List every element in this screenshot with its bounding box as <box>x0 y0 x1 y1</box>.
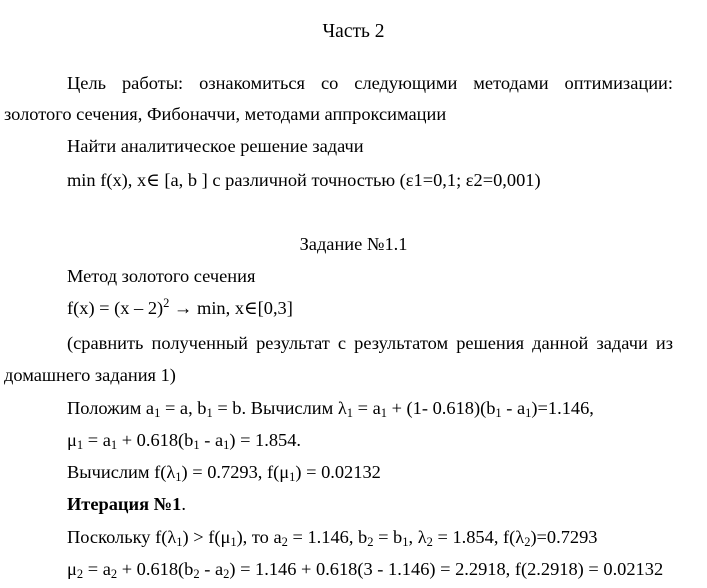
text-segment: = 1.854, f(λ <box>432 527 525 547</box>
subscript: 1 <box>495 406 502 421</box>
subscript: 1 <box>110 438 118 453</box>
iteration-dot: . <box>181 494 186 514</box>
text-segment: + 0.618(b <box>117 430 194 450</box>
text-segment: ) = 0.7293, f(μ <box>181 462 290 482</box>
evaluate-step <box>67 461 381 483</box>
subscript: 2 <box>76 567 84 582</box>
text-segment: ) = 0.02132 <box>295 462 381 482</box>
subscript: 1 <box>223 438 230 453</box>
problem-statement: min f(x), x∈ [a, b ] с различной точностью (ε1=0,1; ε2=0,001) <box>67 170 541 190</box>
text-segment: = a <box>83 430 111 450</box>
subscript: 2 <box>193 567 200 582</box>
text-segment: ) > f(μ <box>182 527 231 547</box>
iteration-label: Итерация №1 <box>67 494 182 514</box>
text-segment: = 1.146, b <box>287 527 368 547</box>
text-segment: - a <box>199 430 224 450</box>
subscript: 1 <box>380 406 387 421</box>
text-segment: μ <box>67 430 77 450</box>
subscript: 1 <box>206 406 213 421</box>
text-segment: )=1.146, <box>531 398 594 418</box>
init-step <box>67 397 594 419</box>
subscript: 1 <box>230 535 237 550</box>
text-segment: )=0.7293 <box>530 527 598 547</box>
text-segment: = a <box>353 398 381 418</box>
mu1-step <box>67 429 301 451</box>
function-rhs: → min, x∈[0,3] <box>169 298 293 318</box>
comparison-step <box>67 526 598 548</box>
subscript: 2 <box>110 567 118 582</box>
subscript: 1 <box>154 406 161 421</box>
goal-line-1: Цель работы: ознакомиться со следующими методами оптимизации: <box>67 73 673 93</box>
subscript: 1 <box>402 535 409 550</box>
subscript: 2 <box>524 535 531 550</box>
text-segment: = b <box>373 527 403 547</box>
mu2-step <box>67 558 663 580</box>
find-solution-line: Найти аналитическое решение задачи <box>67 136 364 156</box>
text-segment: = a, b <box>160 398 207 418</box>
text-segment: - a <box>501 398 526 418</box>
compare-line-1: (сравнить полученный результат с результатом решения данной задачи из <box>67 333 673 353</box>
subscript: 2 <box>367 535 374 550</box>
subscript: 1 <box>176 535 183 550</box>
page-heading: Часть 2 <box>322 21 385 42</box>
subscript: 1 <box>289 470 296 485</box>
subscript: 1 <box>193 438 200 453</box>
text-segment: ) = 1.854. <box>229 430 302 450</box>
iteration-heading <box>67 493 186 515</box>
subscript: 1 <box>175 470 182 485</box>
text-segment: Поскольку f(λ <box>67 527 177 547</box>
text-segment: Вычислим f(λ <box>67 462 176 482</box>
task-title: Задание №1.1 <box>299 234 408 254</box>
subscript: 2 <box>281 535 288 550</box>
text-segment: ) = 1.146 + 0.618(3 - 1.146) = 2.2918, f(2.2918) = 0.02132 <box>229 559 664 579</box>
text-segment: + (1- 0.618)(b <box>386 398 496 418</box>
function-lhs: f(x) = (x – 2) <box>67 298 164 318</box>
subscript: 1 <box>346 406 353 421</box>
subscript: 1 <box>76 438 84 453</box>
text-segment: ), то a <box>236 527 282 547</box>
text-segment: μ <box>67 559 77 579</box>
function-exponent: 2 <box>163 296 170 311</box>
text-segment: + 0.618(b <box>117 559 194 579</box>
objective-function <box>67 297 293 319</box>
subscript: 2 <box>223 567 230 582</box>
text-segment: = a <box>83 559 111 579</box>
subscript: 2 <box>426 535 433 550</box>
text-segment: , λ <box>408 527 427 547</box>
subscript: 1 <box>525 406 532 421</box>
method-name: Метод золотого сечения <box>67 266 256 286</box>
text-segment: Положим a <box>67 398 155 418</box>
text-segment: - a <box>199 559 224 579</box>
text-segment: = b. Вычислим λ <box>212 398 347 418</box>
goal-line-2: золотого сечения, Фибоначчи, методами аппроксимации <box>4 104 447 124</box>
compare-line-2: домашнего задания 1) <box>4 365 176 385</box>
